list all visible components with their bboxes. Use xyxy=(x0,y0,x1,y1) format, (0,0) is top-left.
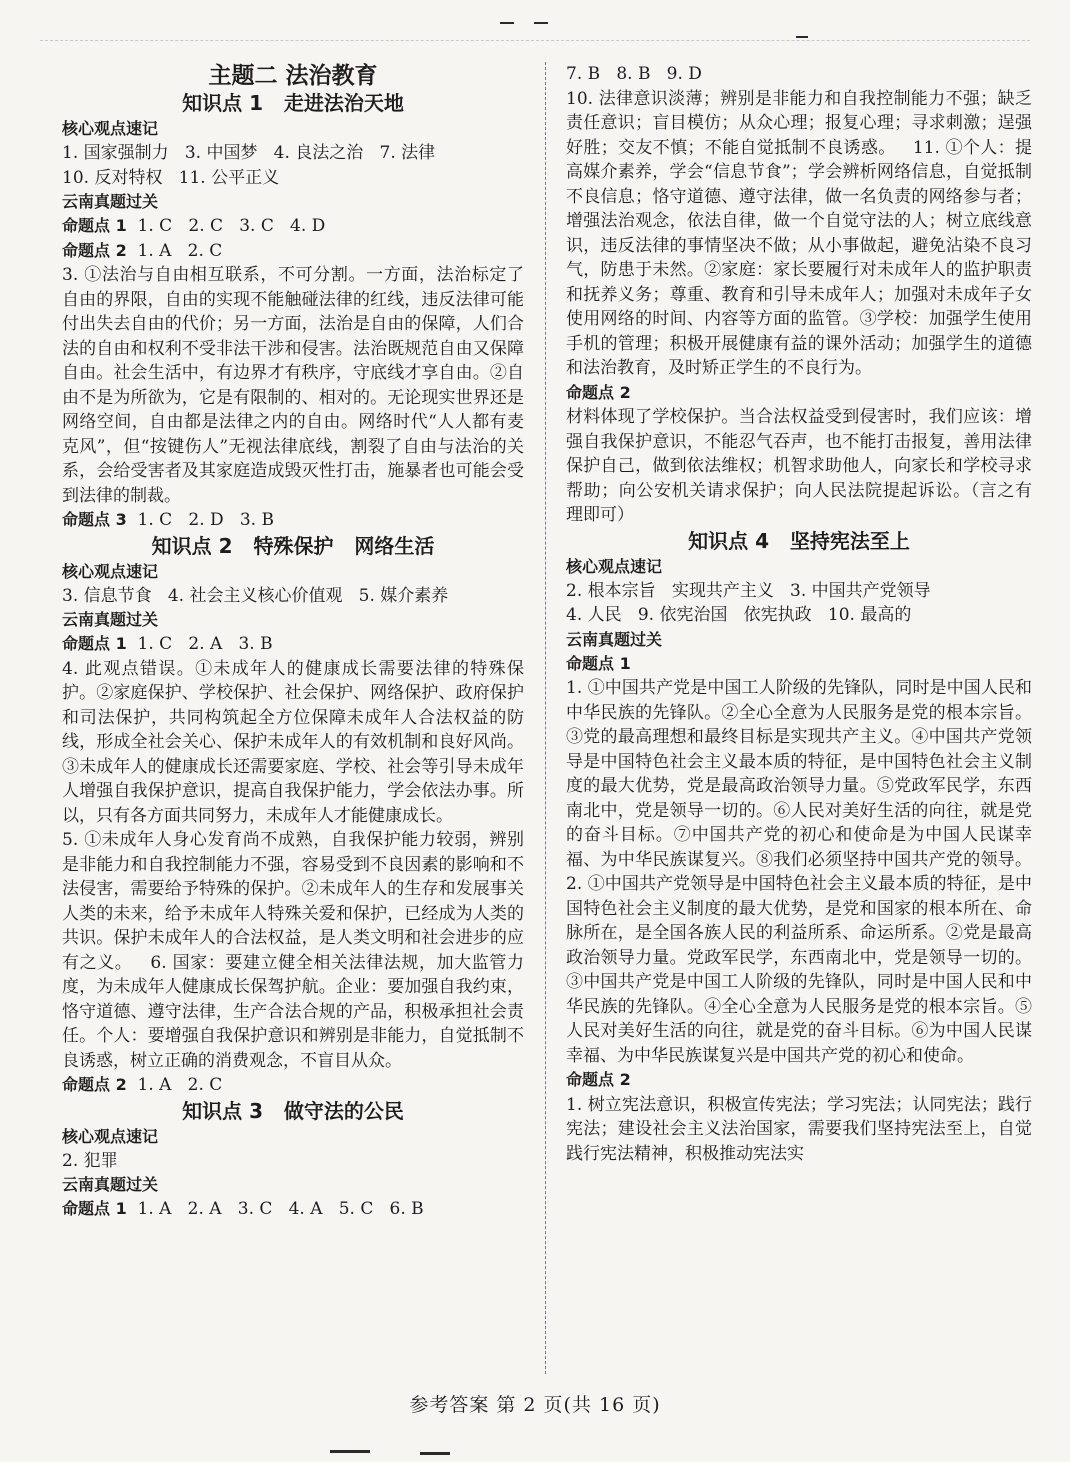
kp1-t1-answers: 1. C 2. C 3. C 4. D xyxy=(137,216,326,236)
kp4-core-line: 2. 根本宗旨 实现共产主义 3. 中国共产党领导 xyxy=(566,580,931,601)
kp1-t2-answers: 1. A 2. C xyxy=(137,240,223,261)
kp2-t1-row xyxy=(62,632,524,657)
kp3-t2-text: 材料体现了学校保护。当合法权益受到侵害时，我们应该：增强自我保护意识，不能忍气吞声，也不能打击报复，善用法律保护自己，做到依法维权；机智求助他人，向家长和学校寻求帮助；向公安机关请求保护；向人民法院提起诉讼。（言之有理即可） xyxy=(566,407,1032,525)
kp4-t2-row xyxy=(566,1068,1032,1093)
kp3-t1-answers: 1. A 2. A 3. C 4. A 5. C 6. B xyxy=(137,1199,424,1219)
kp2-core-line: 3. 信息节食 4. 社会主义核心价值观 5. 媒介素养 xyxy=(62,585,449,606)
kp3-title: 知识点 3 做守法的公民 xyxy=(182,1098,404,1123)
kp4-t2-text: 1. 树立宪法意识，积极宣传宪法；学习宪法；认同宪法；践行宪法；建设社会主义法治国家，需要我们坚持宪法至上，自觉践行宪法精神，积极推动宪法实 xyxy=(566,1094,1032,1164)
kp1-t2-text: 3. ①法治与自由相互联系，不可分割。一方面，法治标定了自由的界限，自由的实现不能触碰法律的红线，违反法律可能付出失去自由的代价；另一方面，法治是自由的保障，人们合法的自由和权利不受非法干涉和侵害。法治既规范自由又保障自由。社会生活中，有边界才有秩序，守底线才享自由。②自由不是为所欲为，它是有限制的、相对的。无论现实世界还是网络空间，自由都是法律之内的自由。网络时代“人人都有麦克风”，但“按键伤人”无视法律底线，割裂了自由与法治的关系，会给受害者及其家庭造成毁灭性打击，施暴者也可能会受到法律的制裁。 xyxy=(62,265,524,506)
scan-top-rule xyxy=(40,40,1030,41)
kp2-t1-answers: 1. C 2. A 3. B xyxy=(137,634,273,654)
scan-mark xyxy=(500,22,514,24)
kp3-cont-text: 10. 法律意识淡薄；辨别是非能力和自我控制能力不强；缺乏责任意识；盲目模仿；从众心理；报复心理；寻求刺激；逞强好胜；交友不慎；不能自觉抵制不良诱惑。 11. ①个人：提高媒介素养，学会“信息节食”；学会辨析网络信息，自觉抵制不良信息；恪守道德、遵守法律，做一名负责的网络参与者；增强法治观念，依法自律，做一个自觉守法的人；树立底线意识，违反法律的事情坚决不做；从小事做起，避免沾染不良习气，防患于未然。②家庭：家长要履行对未成年人的监护职责和抚养义务；尊重、教育和引导未成年人；加强对未成年子女使用网络的时间、内容等方面的监管。③学校：加强学生使用手机的管理；积极开展健康有益的课外活动；加强学生的道德和法治教育，及时矫正学生的不良行为。 xyxy=(566,88,1032,378)
kp1-core-label: 核心观点速记 xyxy=(62,119,159,138)
kp4-title: 知识点 4 坚持宪法至上 xyxy=(688,528,910,553)
kp3-core-label: 核心观点速记 xyxy=(62,1126,159,1146)
scan-mark xyxy=(420,1452,450,1455)
right-column xyxy=(566,62,1049,1166)
kp1-t2-row xyxy=(62,239,524,264)
kp2-core-label: 核心观点速记 xyxy=(62,561,159,581)
kp2-t2-label: 命题点 2 xyxy=(62,1075,127,1094)
kp3-core-line: 2. 犯罪 xyxy=(62,1150,118,1171)
kp2-t1-text: 4. 此观点错误。①未成年人的健康成长需要法律的特殊保护。②家庭保护、学校保护、社会保护、网络保护、政府保护和司法保护，共同构筑起全方位保障未成年人合法权益的防线，形成全社会关心、保护未成年人的有效机制和良好风尚。③未成年人的健康成长还需要家庭、学校、社会等引导未成年人增强自我保护意识，提高自我保护能力，学会依法办事。所以，只有各方面共同努力，未成年人才能健康成长。 5. ①未成年人身心发育尚不成熟，自我保护能力较弱，辨别是非能力和自我控制能力不强，容易受到不良因素的影响和不法侵害，需要给予特殊的保护。②未成年人的生存和发展事关人类的未来，给予未成年人特殊关爱和保护，已经成为人类的共识。保护未成年人的合法权益，是人类文明和社会进步的应有之义。 6. 国家：要建立健全相关法律法规，加大监管力度，为未成年人健康成长保驾护航。企业：要加强自我约束，恪守道德、遵守法律，生产合法合规的产品，积极承担社会责任。个人：要增强自我保护意识和辨别是非能力，自觉抵制不良诱惑，树立正确的消费观念，不盲目从众。 xyxy=(62,658,524,1071)
scan-mark xyxy=(330,1450,370,1453)
kp1-t1-label: 命题点 1 xyxy=(62,216,127,235)
kp1-t3-answers: 1. C 2. D 3. B xyxy=(137,510,274,530)
kp1-core-line: 1. 国家强制力 3. 中国梦 4. 良法之治 7. 法律 xyxy=(62,143,436,163)
kp4-core-line: 4. 人民 9. 依宪治国 依宪执政 10. 最高的 xyxy=(566,605,912,625)
kp1-yn-label: 云南真题过关 xyxy=(62,192,159,211)
kp1-t3-label: 命题点 3 xyxy=(62,510,127,529)
kp4-t1-text: 1. ①中国共产党是中国工人阶级的先锋队，同时是中国人民和中华民族的先锋队。②全心全意为人民服务是党的根本宗旨。③党的最高理想和最终目标是实现共产主义。④中国共产党领导是中国特色社会主义最本质的特征，是中国特色社会主义制度的最大优势，党是最高政治领导力量。⑤党政军民学，东西南北中，党是领导一切的。⑥人民对美好生活的向往，就是党的奋斗目标。⑦中国共产党的初心和使命是为中国人民谋幸福、为中华民族谋复兴。⑧我们必须坚持中国共产党的领导。 2. ①中国共产党领导是中国特色社会主义最本质的特征，是中国特色社会主义制度的最大优势，是党和国家的根本所在、命脉所在，是全国各族人民的利益所系、命运所系。②党是最高政治领导力量。党政军民学，东西南北中，党是领导一切的。③中国共产党是中国工人阶级的先锋队，同时是中国人民和中华民族的先锋队。④全心全意为人民服务是党的根本宗旨。⑤人民对美好生活的向往，就是党的奋斗目标。⑥为中国人民谋幸福、为中华民族谋复兴是中国共产党的初心和使命。 xyxy=(566,678,1049,1066)
kp2-yn-label: 云南真题过关 xyxy=(62,610,159,629)
kp4-yn-label: 云南真题过关 xyxy=(566,629,663,649)
kp3-yn-label: 云南真题过关 xyxy=(62,1175,159,1194)
kp1-t1-row xyxy=(62,214,524,239)
scan-mark xyxy=(796,36,808,38)
kp3-cont-answers: 7. B 8. B 9. D xyxy=(566,64,702,84)
kp2-t2-row xyxy=(62,1073,524,1098)
kp1-t3-row xyxy=(62,508,524,533)
topic-title: 主题二 法治教育 xyxy=(208,63,378,89)
page-footer: 参考答案 第 2 页(共 16 页) xyxy=(409,1394,661,1416)
kp1-t2-label: 命题点 2 xyxy=(62,240,127,260)
left-column xyxy=(62,62,524,1222)
kp1-core-line: 10. 反对特权 11. 公平正义 xyxy=(62,167,280,188)
kp4-core-label: 核心观点速记 xyxy=(566,556,663,576)
kp3-t2-row xyxy=(566,381,1032,406)
kp4-t1-label: 命题点 1 xyxy=(566,653,631,673)
column-divider xyxy=(545,62,546,1374)
kp3-t1-label: 命题点 1 xyxy=(62,1199,127,1218)
kp2-t1-label: 命题点 1 xyxy=(62,634,127,653)
kp1-title: 知识点 1 走进法治天地 xyxy=(182,91,404,115)
kp4-t2-label: 命题点 2 xyxy=(566,1070,631,1089)
kp2-title: 知识点 2 特殊保护 网络生活 xyxy=(151,533,435,558)
kp3-t2-label: 命题点 2 xyxy=(566,382,631,402)
kp4-t1-row xyxy=(566,652,1032,677)
kp2-t2-answers: 1. A 2. C xyxy=(137,1075,223,1095)
kp3-t1-row xyxy=(62,1197,524,1222)
scan-mark xyxy=(534,22,548,24)
